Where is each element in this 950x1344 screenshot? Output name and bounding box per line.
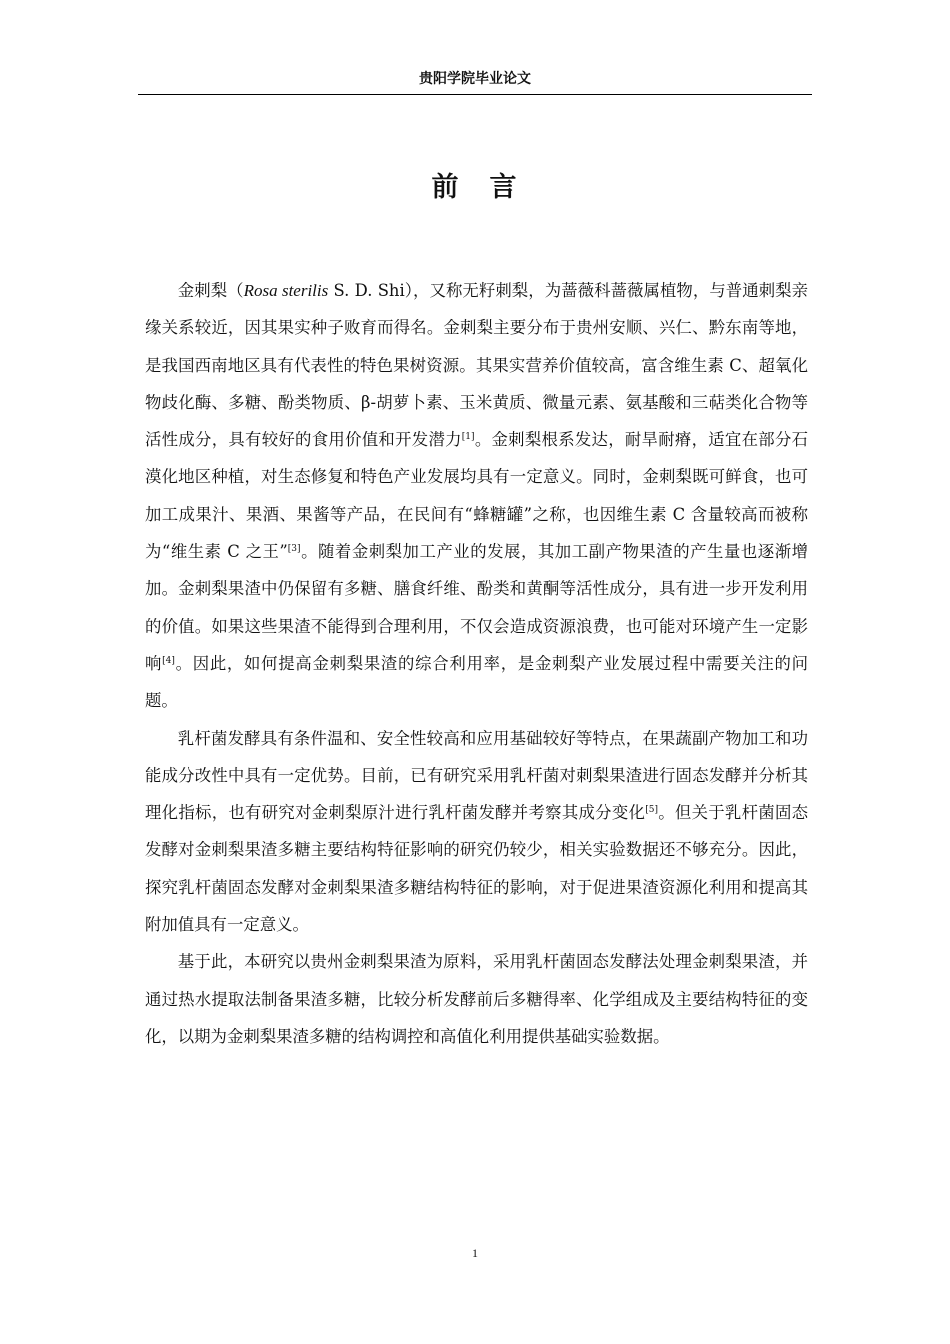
citation-ref: [4] — [162, 655, 175, 666]
text-run: 乳杆菌发酵具有条件温和、安全性较高和应用基础较好等特点，在果蔬副产物加工和功能成分改性中具有一定优势。目前，已有研究采用乳杆菌对刺梨果渣进行固态发酵并分析其理化指标，也有研究对金刺梨原汁进行乳杆菌发酵并考察其成分变化 — [145, 728, 808, 823]
citation-ref: [1] — [461, 432, 475, 443]
paragraph-3 — [145, 943, 808, 1055]
text-run: 基于此，本研究以贵州金刺梨果渣为原料，采用乳杆菌固态发酵法处理金刺梨果渣，并通过热水提取法制备果渣多糖，比较分析发酵前后多糖得率、化学组成及主要结构特征的变化，以期为金刺梨果渣多糖的结构调控和高值化利用提供基础实验数据。 — [145, 952, 808, 1046]
citation-ref: [3] — [287, 544, 301, 555]
text-run: 。因此，如何提高金刺梨果渣的综合利用率，是金刺梨产业发展过程中需要关注的问题。 — [145, 653, 809, 711]
text-run: 金刺梨（ — [177, 281, 244, 300]
body-text — [145, 272, 808, 1055]
page-number: 1 — [472, 1246, 478, 1260]
text-run: 。随着金刺梨加工产业的发展，其加工副产物果渣的产生量也逐渐增加。金刺梨果渣中仍保留有多糖、膳食纤维、酚类和黄酮等活性成分，具有进一步开发利用的价值。如果这些果渣不能得到合理利用，不仅会造成资源浪费，也可能对环境产生一定影响 — [145, 542, 808, 673]
text-run: S. D. Shi），又称无籽刺梨，为蔷薇科蔷薇属植物，与普通刺梨亲缘关系较近，因其果实种子败育而得名。金刺梨主要分布于贵州安顺、兴仁、黔东南等地，是我国西南地区具有代表性的特色果树资源。其果实营养价值较高，富含维生素 C、超氧化物歧化酶、多糖、酚类物质、β-胡萝卜素、玉米黄质、微量元素、氨基酸和三萜类化合物等活性成分，具有较好的食用价值和开发潜力 — [145, 281, 809, 450]
paragraph-2 — [145, 720, 808, 944]
running-header: 贵阳学院毕业论文 — [138, 70, 812, 95]
text-run: 。金刺梨根系发达，耐旱耐瘠，适宜在部分石漠化地区种植，对生态修复和特色产业发展均具有一定意义。同时，金刺梨既可鲜食，也可加工成果汁、果酒、果酱等产品，在民间有“蜂糖罐”之称，也因维生素 C 含量较高而被称为“维生素 C 之王” — [145, 430, 809, 562]
text-run: 。但关于乳杆菌固态发酵对金刺梨果渣多糖主要结构特征影响的研究仍较少，相关实验数据还不够充分。因此，探究乳杆菌固态发酵对金刺梨果渣多糖结构特征的影响，对于促进果渣资源化利用和提高其附加值具有一定意义。 — [145, 803, 809, 935]
latin-species-name: Rosa sterilis — [243, 281, 329, 300]
paragraph-1 — [145, 272, 808, 720]
section-title: 前 言 — [431, 172, 519, 203]
citation-ref: [5] — [645, 805, 658, 816]
